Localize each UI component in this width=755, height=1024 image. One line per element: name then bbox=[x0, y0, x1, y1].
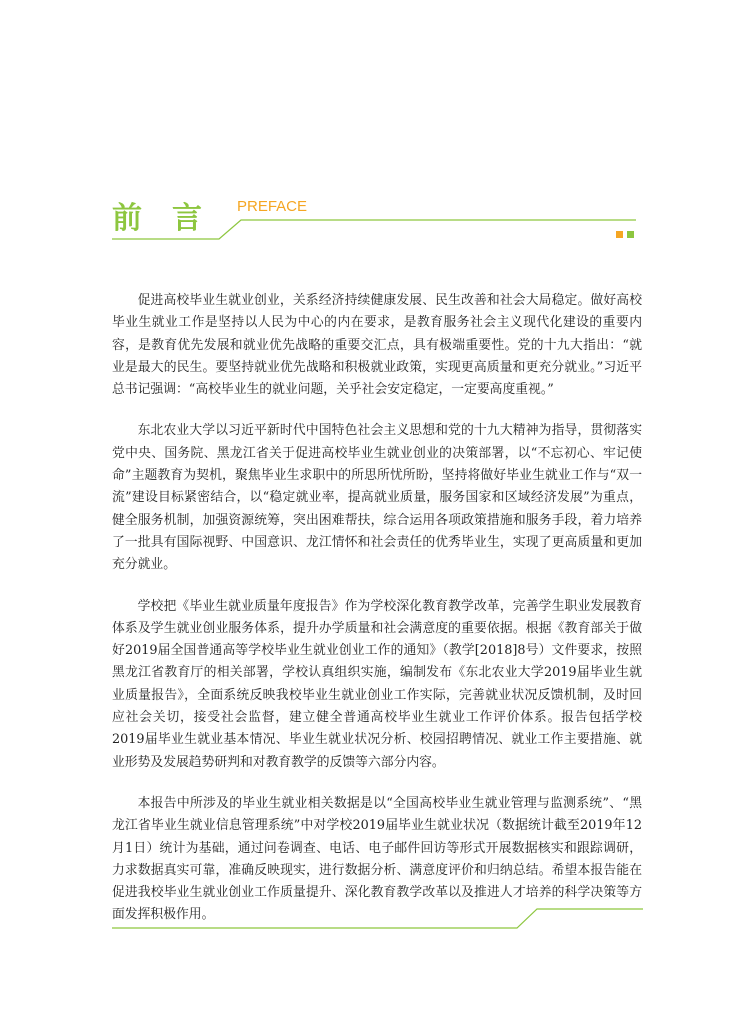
orange-square-decor bbox=[616, 231, 623, 238]
preface-body bbox=[112, 290, 642, 946]
page-title-zh: 前言 bbox=[112, 201, 232, 236]
paragraph-4: 本报告中所涉及的毕业生就业相关数据是以“全国高校毕业生就业管理与监测系统”、“黑龙江省毕业生就业信息管理系统”中对学校2019届毕业生就业状况（数据统计截至2019年12月1日）统计为基础，通过问卷调查、电话、电子邮件回访等形式开展数据核实和跟踪调研，力求数据真实可靠，准确反映现实，进行数据分析、满意度评价和归纳总结。希望本报告能在促进我校毕业生就业创业工作质量提升、深化教育教学改革以及推进人才培养的科学决策等方面发挥积极作用。 bbox=[112, 795, 642, 923]
page-title-en: PREFACE bbox=[237, 198, 308, 215]
paragraph-2: 东北农业大学以习近平新时代中国特色社会主义思想和党的十九大精神为指导，贯彻落实党中央、国务院、黑龙江省关于促进高校毕业生就业创业的决策部署，以“不忘初心、牢记使命”主题教育为契机，聚焦毕业生求职中的所思所忧所盼，坚持将做好毕业生就业工作与“双一流”建设目标紧密结合，以“稳定就业率，提高就业质量，服务国家和区域经济发展”为重点，健全服务机制，加强资源统筹，突出困难帮扶，综合运用各项政策措施和服务手段，着力培养了一批具有国际视野、中国意识、龙江情怀和社会责任的优秀毕业生，实现了更高质量和更加充分就业。 bbox=[112, 423, 642, 573]
green-square-decor bbox=[627, 231, 634, 238]
paragraph-3: 学校把《毕业生就业质量年度报告》作为学校深化教育教学改革，完善学生职业发展教育体系及学生就业创业服务体系，提升办学质量和社会满意度的重要依据。根据《教育部关于做好2019届全国普通高等学校毕业生就业创业工作的通知》（教学[2018]8号）文件要求，按照黑龙江省教育厅的相关部署，学校认真组织实施，编制发布《东北农业大学2019届毕业生就业质量报告》，全面系统反映我校毕业生就业创业工作实际，完善就业状况反馈机制，及时回应社会关切，接受社会监督，建立健全普通高校毕业生就业工作评价体系。报告包括学校2019届毕业生就业基本情况、毕业生就业状况分析、校园招聘情况、就业工作主要措施、就业形势及发展趋势研判和对教育教学的反馈等六部分内容。 bbox=[112, 598, 642, 770]
paragraph-1: 促进高校毕业生就业创业，关系经济持续健康发展、民生改善和社会大局稳定。做好高校毕业生就业工作是坚持以人民为中心的内在要求，是教育服务社会主义现代化建设的重要内容，是教育优先发展和就业优先战略的重要交汇点，具有极端重要性。党的十九大指出：“就业是最大的民生。要坚持就业优先战略和积极就业政策，实现更高质量和更充分就业。”习近平总书记强调：“高校毕业生的就业问题，关乎社会安定稳定，一定要高度重视。” bbox=[112, 293, 642, 398]
